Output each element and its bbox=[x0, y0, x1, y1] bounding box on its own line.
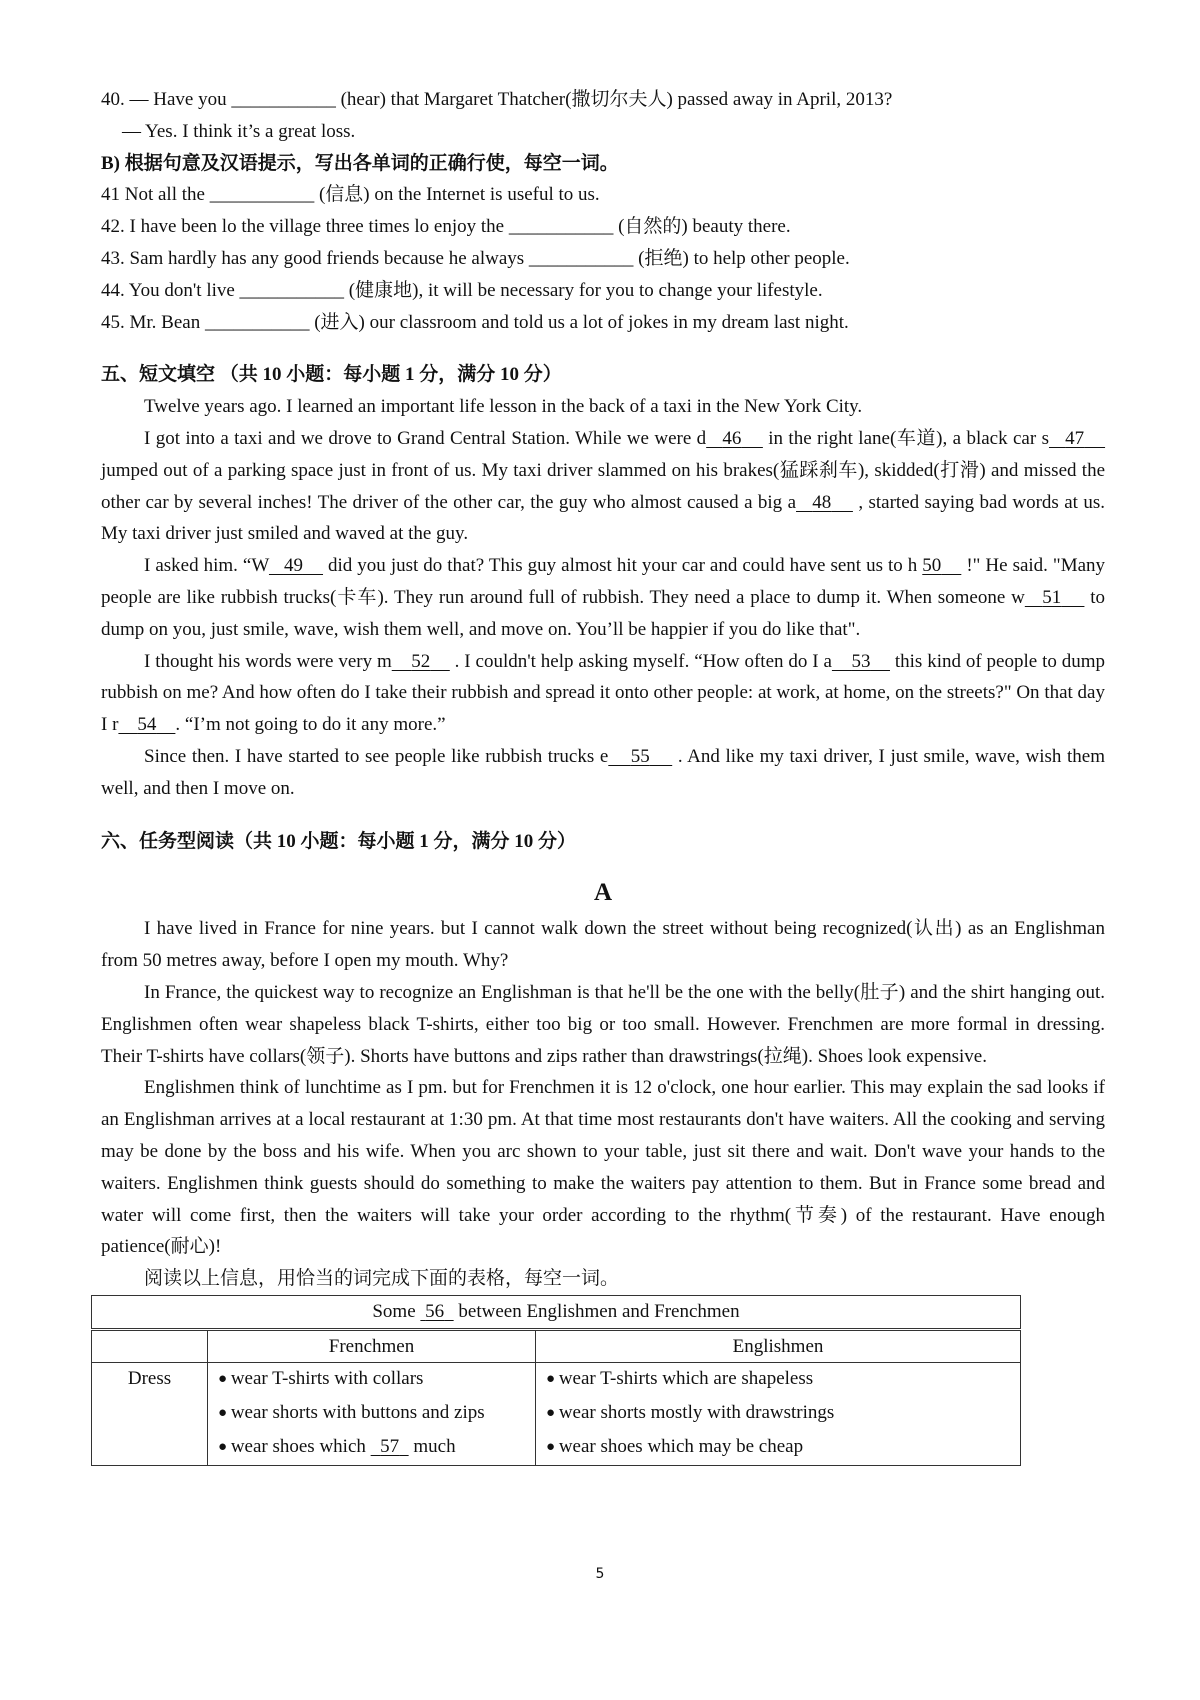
question-45: 45. Mr. Bean ___________ (进入) our classroom and told us a lot of jokes in my dream last night. bbox=[101, 311, 849, 333]
page-number: 5 bbox=[595, 1566, 605, 1582]
list-item: ● wear shoes which 57 much bbox=[218, 1431, 525, 1465]
section-5-paragraph-3: I asked him. “W 49 did you just do that? This guy almost hit your car and could have sent us to h 50 !" He said. "Many people are like rubbish trucks(卡车). They run around full of rubbish. They need a place to dump it. When someone w 51 to dump on you, just smile, wave, wish them well, and move on. You’ll be happier if you do like that". bbox=[101, 555, 1106, 640]
section-6-paragraph-3: Englishmen think of lunchtime as I pm. but for Frenchmen it is 12 o'clock, one hour earlier. This may explain the sad looks if an Englishman arrives at a local restaurant at 1:30 pm. At that time most restaurants don't have waiters. All the cooking and serving may be done by the boss and his wife. When you arc shown to your table, just sit there and wait. Don't wave your hands to the waiters. Englishmen think guests should do something to make the waiters pay attention to them. But in France some bread and water will come first, then the waiters will take your order according to the rhythm(节奏) of the restaurant. Have enough patience(耐心)! bbox=[101, 1077, 1105, 1258]
section-5-paragraph-2: I got into a taxi and we drove to Grand Central Station. While we were d 46 in the right lane(车道), a black car s 47 jumped out of a parking space just in front of us. My taxi driver slammed on his brakes(猛踩刹车), skidded(打滑) and missed the other car by several inches! The driver of the other car, the guy who almost caused a big a 48 , started saying bad words at us. My taxi driver just smiled and waved at the guy. bbox=[101, 427, 1106, 545]
blank-48: 48 bbox=[812, 491, 832, 513]
blank-46: 46 bbox=[722, 427, 742, 449]
question-41: 41 Not all the ___________ (信息) on the Internet is useful to us. bbox=[101, 184, 600, 206]
englishmen-dress-cell bbox=[536, 1363, 1021, 1465]
section-6-paragraph-1: I have lived in France for nine years. but I cannot walk down the street without being recognized(认出) as an Englishman from 50 metres away, before I open my mouth. Why? bbox=[101, 918, 1105, 972]
row-label-dress: Dress bbox=[92, 1363, 208, 1465]
blank-56: 56 bbox=[425, 1300, 445, 1322]
passage-letter: A bbox=[593, 879, 613, 907]
section-5-heading: 五、短文填空 （共 10 小题：每小题 1 分，满分 10 分） bbox=[101, 364, 562, 386]
blank-49: 49 bbox=[283, 555, 303, 577]
section-5-paragraph-4: I thought his words were very m 52 . I couldn't help asking myself. “How often do I a 53 this kind of people to dump rubbish on me? And how often do I take their rubbish and spread it onto other people: at work, at home, on the streets?" On that day I r 54 . “I’m not going to do it any more.” bbox=[101, 650, 1106, 736]
section-5-paragraph-5: Since then. I have started to see people like rubbish trucks e 55 . And like my taxi driver, I just smile, wave, wish them well, and then I move on. bbox=[101, 745, 1106, 799]
question-40: 40. — Have you ___________ (hear) that Margaret Thatcher(撒切尔夫人) passed away in April, 2013? bbox=[101, 89, 893, 110]
blank-52: 52 bbox=[411, 650, 431, 672]
column-header-frenchmen: Frenchmen bbox=[208, 1329, 536, 1363]
list-item: ● wear shorts with buttons and zips bbox=[218, 1397, 525, 1431]
blank-57: 57 bbox=[380, 1436, 400, 1458]
list-item: ● wear T-shirts with collars bbox=[218, 1363, 525, 1397]
section-6-paragraph-2: In France, the quickest way to recognize an Englishman is that he'll be the one with the belly(肚子) and the shirt hanging out. Englishmen often wear shapeless black T-shirts, either too big or too small. However. Frenchmen are more formal in dressing. Their T-shirts have collars(领子). Shorts have buttons and zips rather than drawstrings(拉绳). Shoes look expensive. bbox=[101, 981, 1105, 1067]
question-43: 43. Sam hardly has any good friends because he always ___________ (拒绝) to help other people. bbox=[101, 247, 850, 269]
question-40-answer: — Yes. I think it’s a great loss. bbox=[122, 120, 356, 142]
exam-page bbox=[101, 84, 1105, 1466]
frenchmen-dress-cell bbox=[208, 1363, 536, 1465]
list-item: ● wear shorts mostly with drawstrings bbox=[546, 1397, 1010, 1431]
blank-54: 54 bbox=[137, 714, 157, 736]
list-item: ● wear shoes which may be cheap bbox=[546, 1431, 1010, 1465]
section-6-heading: 六、任务型阅读（共 10 小题：每小题 1 分，满分 10 分） bbox=[101, 830, 577, 852]
question-42: 42. I have been lo the village three times lo enjoy the ___________ (自然的) beauty there. bbox=[101, 216, 791, 238]
column-header-englishmen: Englishmen bbox=[536, 1329, 1021, 1363]
part-b-heading: B) 根据句意及汉语提示，写出各单词的正确行使，每空一词。 bbox=[101, 152, 619, 174]
blank-47: 47 bbox=[1065, 427, 1085, 449]
comparison-table bbox=[91, 1295, 1021, 1466]
blank-50: 50 bbox=[922, 555, 942, 577]
table-instruction: 阅读以上信息，用恰当的词完成下面的表格，每空一词。 bbox=[144, 1268, 620, 1290]
blank-55: 55 bbox=[630, 745, 650, 767]
list-item: ● wear T-shirts which are shapeless bbox=[546, 1363, 1010, 1397]
blank-53: 53 bbox=[851, 650, 871, 672]
section-5-paragraph-1: Twelve years ago. I learned an important life lesson in the back of a taxi in the New York City. bbox=[144, 396, 863, 418]
question-44: 44. You don't live ___________ (健康地), it will be necessary for you to change your lifestyle. bbox=[101, 279, 823, 301]
table-title: Some 56 between Englishmen and Frenchmen bbox=[92, 1295, 1021, 1329]
blank-51: 51 bbox=[1042, 586, 1062, 608]
